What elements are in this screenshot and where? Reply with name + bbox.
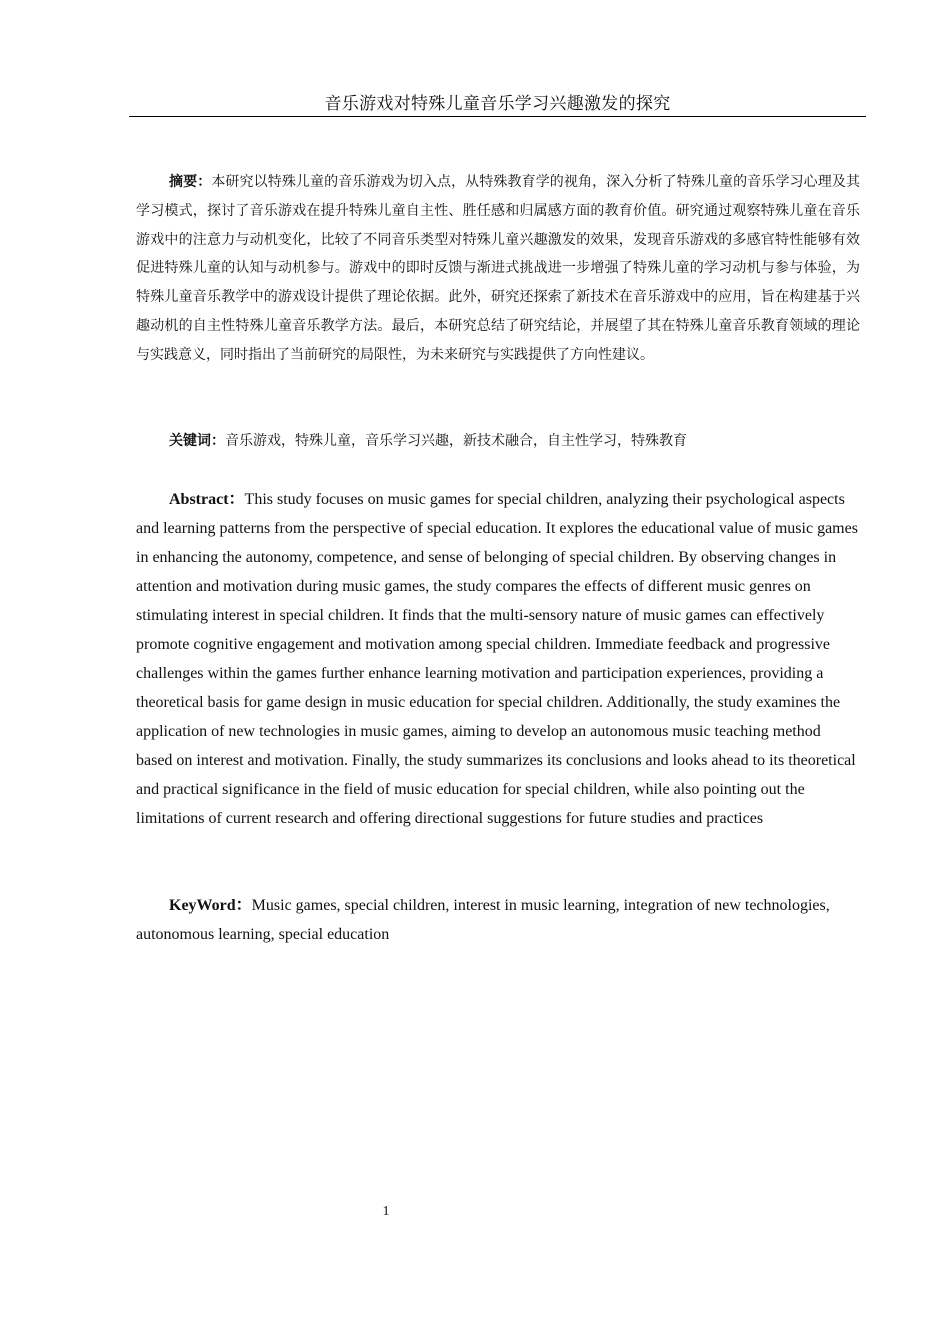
chinese-keywords-label: 关键词： — [169, 433, 225, 449]
english-abstract-label: Abstract： — [169, 491, 245, 508]
chinese-abstract-text: 本研究以特殊儿童的音乐游戏为切入点，从特殊教育学的视角，深入分析了特殊儿童的音乐学习心理及其学习模式，探讨了音乐游戏在提升特殊儿童自主性、胜任感和归属感方面的教育价值。研究通过观察特殊儿童在音乐游戏中的注意力与动机变化，比较了不同音乐类型对特殊儿童兴趣激发的效果，发现音乐游戏的多感官特性能够有效促进特殊儿童的认知与动机参与。游戏中的即时反馈与渐进式挑战进一步增强了特殊儿童的学习动机与参与体验，为特殊儿童音乐教学中的游戏设计提供了理论依据。此外，研究还探索了新技术在音乐游戏中的应用，旨在构建基于兴趣动机的自主性特殊儿童音乐教学方法。最后，本研究总结了研究结论，并展望了其在特殊儿童音乐教育领域的理论与实践意义，同时指出了当前研究的局限性，为未来研究与实践提供了方向性建议。 — [136, 174, 860, 363]
page-number: 1 — [382, 1204, 390, 1219]
chinese-keywords — [136, 427, 860, 456]
chinese-keywords-text: 音乐游戏，特殊儿童，音乐学习兴趣，新技术融合，自主性学习，特殊教育 — [225, 433, 687, 449]
chinese-abstract — [136, 168, 860, 370]
english-keywords — [136, 891, 860, 949]
english-keywords-text: Music games, special children, interest in music learning, integration of new technologies, autonomous learning, special education — [136, 897, 830, 943]
english-abstract-text: This study focuses on music games for special children, analyzing their psychological aspects and learning patterns from the perspective of special education. It explores the educational value of music games in enhancing the autonomy, competence, and sense of belonging of special children. By observing changes in attention and motivation during music games, the study compares the effects of different music genres on stimulating interest in special children. It finds that the multi-sensory nature of music games can effectively promote cognitive engagement and motivation among special children. Immediate feedback and progressive challenges within the games further enhance learning motivation and participation experiences, providing a theoretical basis for game design in music education for special children. Additionally, the study examines the application of new technologies in music games, aiming to develop an autonomous music teaching method based on interest and motivation. Finally, the study summarizes its conclusions and looks ahead to its theoretical and practical significance in the field of music education for special children, while also pointing out the limitations of current research and offering directional suggestions for future studies and practices — [136, 491, 858, 827]
english-keywords-label: KeyWord： — [169, 897, 252, 914]
chinese-abstract-label: 摘要： — [169, 174, 212, 190]
english-abstract — [136, 485, 860, 833]
page-header-title: 音乐游戏对特殊儿童音乐学习兴趣激发的探究 — [129, 92, 866, 117]
